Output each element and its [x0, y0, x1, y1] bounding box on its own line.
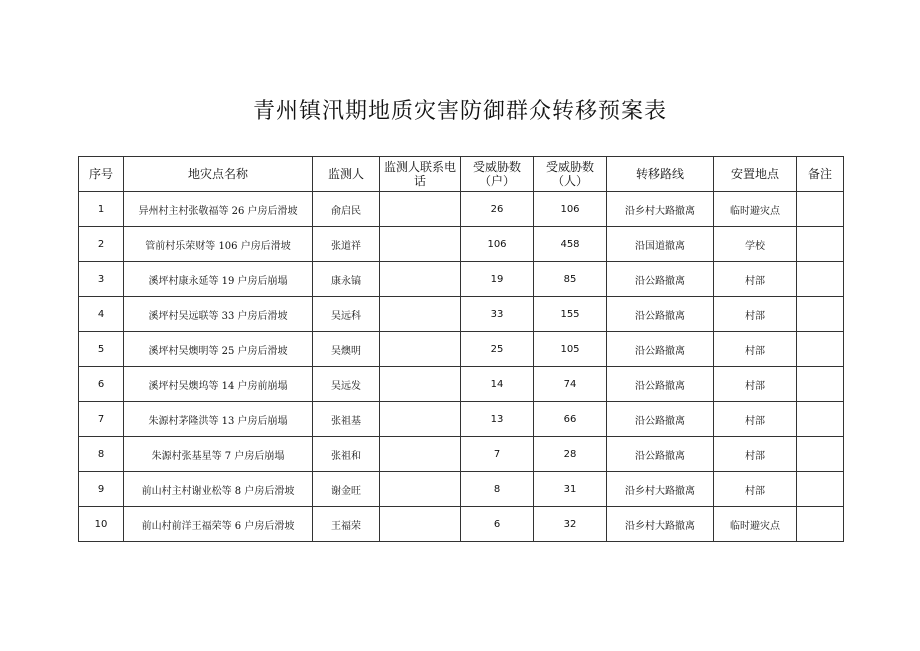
header-row — [79, 157, 844, 192]
cell-households: 106 — [461, 227, 534, 262]
table-row — [79, 297, 844, 332]
cell-people: 66 — [534, 402, 607, 437]
header-site-name: 地灾点名称 — [124, 157, 313, 192]
cell-monitor: 康永镐 — [313, 262, 380, 297]
cell-shelter: 村部 — [714, 472, 797, 507]
cell-route: 沿公路撤离 — [607, 367, 714, 402]
cell-seq: 5 — [79, 332, 124, 367]
cell-remark — [797, 472, 844, 507]
cell-monitor-phone — [380, 297, 461, 332]
table-row — [79, 332, 844, 367]
cell-monitor: 王福荣 — [313, 507, 380, 542]
cell-people: 458 — [534, 227, 607, 262]
cell-remark — [797, 192, 844, 227]
cell-monitor-phone — [380, 332, 461, 367]
cell-route: 沿公路撤离 — [607, 402, 714, 437]
header-people: 受威胁数（人） — [534, 157, 607, 192]
cell-monitor: 吴远科 — [313, 297, 380, 332]
cell-site-name: 异州村主村张敬福等 26 户房后滑坡 — [124, 192, 313, 227]
cell-seq: 6 — [79, 367, 124, 402]
cell-site-name: 管前村乐荣财等 106 户房后滑坡 — [124, 227, 313, 262]
table-row — [79, 367, 844, 402]
cell-route: 沿乡村大路撤离 — [607, 472, 714, 507]
cell-site-name: 前山村主村谢业松等 8 户房后滑坡 — [124, 472, 313, 507]
cell-people: 105 — [534, 332, 607, 367]
cell-households: 33 — [461, 297, 534, 332]
header-remark: 备注 — [797, 157, 844, 192]
header-route: 转移路线 — [607, 157, 714, 192]
cell-site-name: 溪坪村吴燠坞等 14 户房前崩塌 — [124, 367, 313, 402]
cell-remark — [797, 297, 844, 332]
cell-route: 沿国道撤离 — [607, 227, 714, 262]
cell-remark — [797, 402, 844, 437]
cell-monitor: 谢金旺 — [313, 472, 380, 507]
cell-households: 6 — [461, 507, 534, 542]
table-row — [79, 507, 844, 542]
cell-shelter: 村部 — [714, 367, 797, 402]
cell-seq: 8 — [79, 437, 124, 472]
cell-monitor-phone — [380, 367, 461, 402]
cell-monitor: 张祖基 — [313, 402, 380, 437]
header-seq: 序号 — [79, 157, 124, 192]
cell-seq: 4 — [79, 297, 124, 332]
cell-seq: 1 — [79, 192, 124, 227]
cell-people: 74 — [534, 367, 607, 402]
cell-route: 沿公路撤离 — [607, 262, 714, 297]
cell-route: 沿公路撤离 — [607, 297, 714, 332]
cell-site-name: 溪坪村吴燠明等 25 户房后滑坡 — [124, 332, 313, 367]
cell-route: 沿公路撤离 — [607, 332, 714, 367]
cell-households: 25 — [461, 332, 534, 367]
cell-monitor: 吴燠明 — [313, 332, 380, 367]
cell-shelter: 学校 — [714, 227, 797, 262]
cell-site-name: 朱源村张基星等 7 户房后崩塌 — [124, 437, 313, 472]
cell-shelter: 村部 — [714, 332, 797, 367]
cell-people: 28 — [534, 437, 607, 472]
cell-shelter: 村部 — [714, 402, 797, 437]
cell-people: 106 — [534, 192, 607, 227]
cell-shelter: 村部 — [714, 437, 797, 472]
cell-site-name: 溪坪村吴远联等 33 户房后滑坡 — [124, 297, 313, 332]
table-row — [79, 192, 844, 227]
header-households: 受威胁数（户） — [461, 157, 534, 192]
cell-monitor: 张道祥 — [313, 227, 380, 262]
cell-remark — [797, 332, 844, 367]
cell-shelter: 临时避灾点 — [714, 192, 797, 227]
table-row — [79, 437, 844, 472]
cell-shelter: 村部 — [714, 297, 797, 332]
cell-monitor: 张祖和 — [313, 437, 380, 472]
cell-seq: 2 — [79, 227, 124, 262]
cell-monitor-phone — [380, 472, 461, 507]
cell-remark — [797, 262, 844, 297]
cell-remark — [797, 367, 844, 402]
cell-route: 沿乡村大路撤离 — [607, 192, 714, 227]
cell-monitor: 吴远发 — [313, 367, 380, 402]
cell-seq: 7 — [79, 402, 124, 437]
table-row — [79, 227, 844, 262]
header-monitor-phone: 监测人联系电话 — [380, 157, 461, 192]
transfer-plan-table — [78, 156, 844, 542]
cell-households: 26 — [461, 192, 534, 227]
cell-monitor-phone — [380, 262, 461, 297]
cell-monitor-phone — [380, 402, 461, 437]
cell-monitor-phone — [380, 507, 461, 542]
cell-remark — [797, 437, 844, 472]
table-row — [79, 262, 844, 297]
cell-seq: 3 — [79, 262, 124, 297]
cell-people: 31 — [534, 472, 607, 507]
cell-households: 7 — [461, 437, 534, 472]
cell-people: 85 — [534, 262, 607, 297]
cell-site-name: 朱源村茅隆洪等 13 户房后崩塌 — [124, 402, 313, 437]
cell-shelter: 临时避灾点 — [714, 507, 797, 542]
table-row — [79, 472, 844, 507]
cell-people: 155 — [534, 297, 607, 332]
cell-shelter: 村部 — [714, 262, 797, 297]
cell-monitor-phone — [380, 192, 461, 227]
cell-monitor-phone — [380, 227, 461, 262]
cell-site-name: 前山村前洋王福荣等 6 户房后滑坡 — [124, 507, 313, 542]
cell-households: 8 — [461, 472, 534, 507]
header-shelter: 安置地点 — [714, 157, 797, 192]
cell-monitor: 俞启民 — [313, 192, 380, 227]
header-monitor: 监测人 — [313, 157, 380, 192]
cell-site-name: 溪坪村康永延等 19 户房后崩塌 — [124, 262, 313, 297]
cell-people: 32 — [534, 507, 607, 542]
cell-remark — [797, 227, 844, 262]
cell-seq: 9 — [79, 472, 124, 507]
table-row — [79, 402, 844, 437]
cell-households: 13 — [461, 402, 534, 437]
cell-route: 沿公路撤离 — [607, 437, 714, 472]
page-title: 青州镇汛期地质灾害防御群众转移预案表 — [252, 99, 667, 124]
cell-route: 沿乡村大路撤离 — [607, 507, 714, 542]
cell-remark — [797, 507, 844, 542]
cell-households: 14 — [461, 367, 534, 402]
cell-seq: 10 — [79, 507, 124, 542]
cell-monitor-phone — [380, 437, 461, 472]
cell-households: 19 — [461, 262, 534, 297]
